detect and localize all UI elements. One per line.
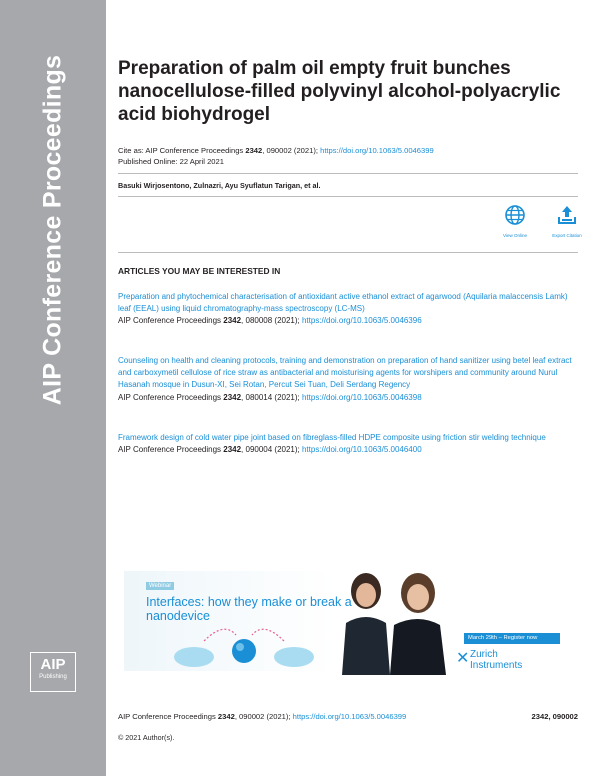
article-doi-link[interactable]: https://doi.org/10.1063/5.0046399 <box>320 146 434 155</box>
related-article-cite <box>118 444 578 456</box>
cite-volume: 2342 <box>217 712 235 721</box>
cite-volume: 2342 <box>223 392 242 402</box>
related-article-cite <box>118 392 578 404</box>
cite-prefix: AIP Conference Proceedings <box>118 712 218 721</box>
zurich-instruments-mark-icon: ✕ <box>456 650 470 667</box>
cite-suffix: , 090002 (2021); <box>262 146 321 155</box>
cite-suffix: , 080008 (2021); <box>241 316 302 326</box>
related-articles-heading: ARTICLES YOU MAY BE INTERESTED IN <box>118 266 281 276</box>
related-article-title[interactable]: Counseling on health and cleaning protocols, training and demonstration on preparation of hand sanitizer using betel leaf extract and carboxymetil cellulose of rice straw as antibacterial and moisturising agents for worshipers and community around Nurul Hasanah mosque in Dusun-XI, Sei Rotan, Percut Sei Tuan, Deli Serdang Regency <box>118 356 572 390</box>
published-date: Published Online: 22 April 2021 <box>118 157 224 166</box>
brand-line-1: Zurich <box>470 649 498 660</box>
cite-suffix: , 090004 (2021); <box>241 445 302 455</box>
webinar-advertisement[interactable] <box>124 565 560 675</box>
related-article-doi-link[interactable]: https://doi.org/10.1063/5.0046398 <box>301 392 422 402</box>
related-article-title[interactable]: Framework design of cold water pipe joint based on fibreglass-filled HDPE composite using friction stir welding technique <box>118 433 546 442</box>
webinar-tag: Webinar <box>146 582 174 590</box>
ad-register-banner[interactable]: March 29th – Register now <box>464 633 560 644</box>
cite-prefix: AIP Conference Proceedings <box>118 392 224 402</box>
logo-sub: Publishing <box>39 674 67 680</box>
related-article-doi-link[interactable]: https://doi.org/10.1063/5.0046400 <box>301 445 422 455</box>
globe-icon <box>504 204 526 226</box>
related-article-title[interactable]: Preparation and phytochemical characterisation of antioxidant active ethanol extract of agarwood (Aquilaria malaccensis Lamk) leaf (EEAL) using liquid chromatography-mass spectroscopy (LC-MS) <box>118 292 568 314</box>
presenters-photo <box>336 565 456 675</box>
article-title: Preparation of palm oil empty fruit bunches nanocellulose-filled polyvinyl alcohol-polyacrylic acid biohydrogel <box>118 58 561 125</box>
ad-headline: Interfaces: how they make or break a nanodevice <box>146 595 352 623</box>
zurich-instruments-logo <box>456 649 523 671</box>
divider <box>118 252 578 253</box>
cite-volume: 2342 <box>223 316 242 326</box>
brand-line-2: Instruments <box>470 660 523 671</box>
cite-volume: 2342 <box>245 146 263 155</box>
cite-prefix: AIP Conference Proceedings <box>118 316 224 326</box>
cite-suffix: , 080014 (2021); <box>241 392 302 402</box>
related-article-doi-link[interactable]: https://doi.org/10.1063/5.0046396 <box>301 316 422 326</box>
journal-name: AIP Conference Proceedings <box>38 54 67 406</box>
cite-line <box>118 146 434 155</box>
authors[interactable]: Basuki Wirjosentono, Zulnazri, Ayu Syuflatun Tarigan, et al. <box>118 181 321 190</box>
related-article-cite <box>118 315 578 327</box>
export-icon <box>556 204 578 226</box>
cite-prefix: AIP Conference Proceedings <box>118 445 224 455</box>
view-online-label: View Online <box>503 233 527 238</box>
related-article <box>118 291 578 328</box>
related-article <box>118 432 578 456</box>
nanodevice-illustration <box>174 621 314 671</box>
export-citation-label: Export Citation <box>552 233 582 238</box>
page-number: 2342, 090002 <box>531 712 578 721</box>
divider <box>118 196 578 197</box>
cite-prefix: Cite as: AIP Conference Proceedings <box>118 146 246 155</box>
copyright: © 2021 Author(s). <box>118 733 175 742</box>
view-online-button[interactable] <box>498 204 532 238</box>
sidebar <box>0 0 106 776</box>
cite-suffix: , 090002 (2021); <box>234 712 293 721</box>
footer-doi-link[interactable]: https://doi.org/10.1063/5.0046399 <box>292 712 407 721</box>
divider <box>118 173 578 174</box>
export-citation-button[interactable] <box>550 204 584 238</box>
logo-main: AIP <box>40 656 66 673</box>
footer-cite <box>118 712 406 721</box>
aip-publishing-logo[interactable] <box>30 652 76 692</box>
cite-volume: 2342 <box>223 445 242 455</box>
related-article <box>118 355 578 404</box>
